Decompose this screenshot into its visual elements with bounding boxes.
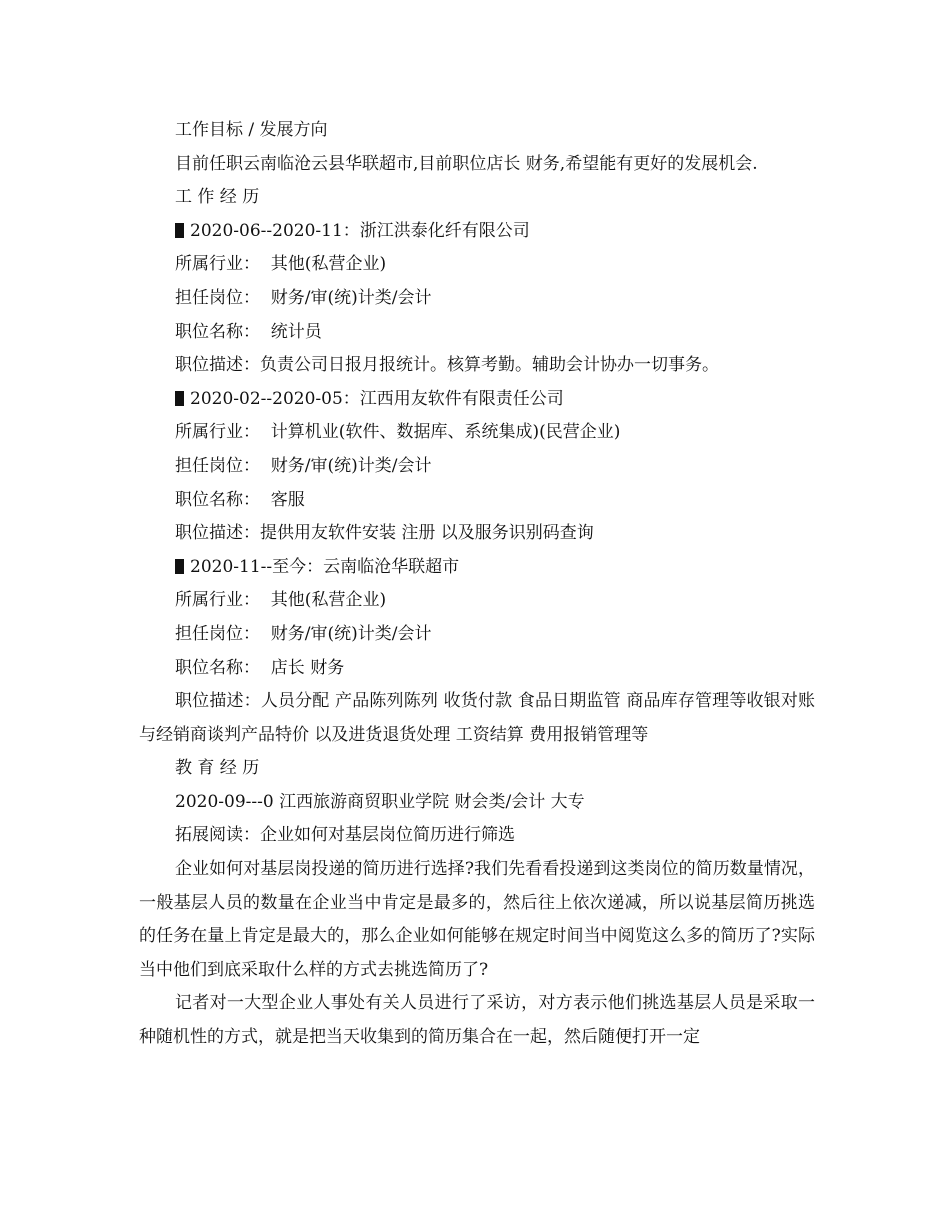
job-3-post: 担任岗位： 财务/审(统)计类/会计 <box>175 623 432 644</box>
job-2-title: 职位名称： 客服 <box>175 489 305 510</box>
extended-paragraph-1: 企业如何对基层岗投递的简历进行选择?我们先看看投递到这类岗位的简历数量情况，一般基层人员的数量在企业当中肯定是最多的，然后往上依次递减，所以说基层简历挑选的任务在量上肯定是最大的，那么企业如何能够在规定时间当中阅览这么多的简历了?实际当中他们到底采取什么样的方式去挑选简历了? <box>139 859 815 980</box>
job-1-industry: 所属行业： 其他(私营企业) <box>175 254 387 275</box>
job-3-description: 职位描述：人员分配 产品陈列陈列 收货付款 食品日期监管 商品库存管理等收银对账 与经销商谈判产品特价 以及进货退货处理 工资结算 费用报销管理等 <box>139 691 815 745</box>
job-3-period-company-text: 2020-11--至今：云南临沧华联超市 <box>190 556 460 577</box>
work-experience-heading: 工 作 经 历 <box>175 187 260 208</box>
job-2-description: 职位描述：提供用友软件安装 注册 以及服务识别码查询 <box>175 523 594 544</box>
document-body <box>139 114 815 1055</box>
education-entry: 2020-09---0 江西旅游商贸职业学院 财会类/会计 大专 <box>175 791 585 812</box>
job-1-title: 职位名称： 统计员 <box>175 321 322 342</box>
education-heading: 教 育 经 历 <box>175 758 260 779</box>
extended-paragraph-2: 记者对一大型企业人事处有关人员进行了采访，对方表示他们挑选基层人员是采取一种随机性的方式，就是把当天收集到的简历集合在一起，然后随便打开一定 <box>139 993 815 1048</box>
job-2-industry: 所属行业： 计算机业(软件、数据库、系统集成)(民营企业) <box>175 422 621 443</box>
job-2-period-company <box>139 383 815 417</box>
job-1-period-company <box>139 215 815 249</box>
section-marker-icon <box>175 559 184 574</box>
job-3-period-company <box>139 551 815 585</box>
job-2-post: 担任岗位： 财务/审(统)计类/会计 <box>175 455 432 476</box>
job-3-title: 职位名称： 店长 财务 <box>175 657 345 678</box>
extended-reading-heading: 拓展阅读：企业如何对基层岗位简历进行筛选 <box>175 825 515 846</box>
job-1-post: 担任岗位： 财务/审(统)计类/会计 <box>175 287 432 308</box>
section-marker-icon <box>175 223 184 238</box>
objective-heading: 工作目标 / 发展方向 <box>175 120 328 140</box>
job-1-period-company-text: 2020-06--2020-11：浙江洪泰化纤有限公司 <box>190 220 530 241</box>
job-3-industry: 所属行业： 其他(私营企业) <box>175 590 387 611</box>
objective-text: 目前任职云南临沧云县华联超市,目前职位店长 财务,希望能有更好的发展机会. <box>175 153 758 174</box>
section-marker-icon <box>175 391 184 406</box>
job-1-description: 职位描述：负责公司日报月报统计。核算考勤。辅助会计协办一切事务。 <box>175 355 719 376</box>
job-2-period-company-text: 2020-02--2020-05：江西用友软件有限责任公司 <box>190 388 564 409</box>
